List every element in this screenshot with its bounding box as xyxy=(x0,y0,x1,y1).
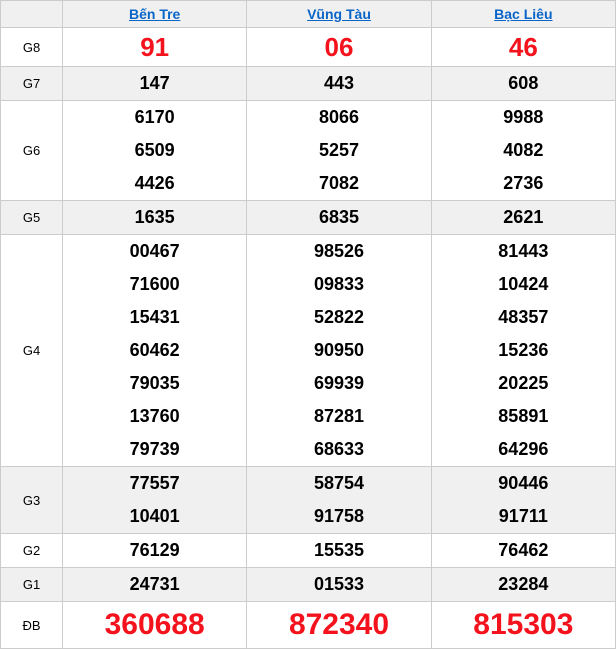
prize-number: 01533 xyxy=(313,574,365,594)
prize-values-cell xyxy=(247,467,431,534)
prize-number: 77557 xyxy=(129,473,180,493)
prize-values-cell xyxy=(247,235,431,467)
prize-number: 23284 xyxy=(498,574,549,594)
prize-row-g2 xyxy=(1,534,616,568)
prize-number: 91711 xyxy=(498,506,548,526)
prize-values-cell xyxy=(247,28,431,67)
prize-values-cell xyxy=(431,568,615,602)
prize-row-g7 xyxy=(1,67,616,101)
prize-number: 09833 xyxy=(313,274,365,294)
header-cell xyxy=(431,1,615,28)
prize-number: 15535 xyxy=(313,540,365,560)
prize-number: 10401 xyxy=(129,506,180,526)
prize-number: 4082 xyxy=(503,140,544,160)
prize-number: 69939 xyxy=(313,373,365,393)
prize-number: 6509 xyxy=(134,140,175,160)
prize-number: 68633 xyxy=(313,439,365,459)
prize-number: 10424 xyxy=(498,274,549,294)
prize-values-cell xyxy=(63,101,247,201)
prize-values-cell xyxy=(431,28,615,67)
prize-number: 8066 xyxy=(318,107,360,127)
prize-number: 87281 xyxy=(313,406,365,426)
prize-number: 79739 xyxy=(129,439,180,459)
prize-number: 872340 xyxy=(288,608,390,641)
prize-tier-label: G3 xyxy=(1,467,63,534)
prize-number: 52822 xyxy=(313,307,365,327)
prize-number: 443 xyxy=(323,73,355,93)
header-cell xyxy=(247,1,431,28)
prize-number: 4426 xyxy=(134,173,175,193)
prize-number: 6835 xyxy=(318,207,360,227)
prize-number: 06 xyxy=(324,32,354,62)
prize-number: 2621 xyxy=(503,207,544,227)
header-cell xyxy=(63,1,247,28)
prize-values-cell xyxy=(247,602,431,649)
prize-number: 76462 xyxy=(498,540,549,560)
prize-number: 360688 xyxy=(104,608,205,641)
prize-values-cell xyxy=(431,467,615,534)
prize-number: 90446 xyxy=(498,473,549,493)
prize-number: 46 xyxy=(508,32,538,62)
prize-number: 00467 xyxy=(129,241,180,261)
prize-tier-label: G6 xyxy=(1,101,63,201)
prize-number: 48357 xyxy=(498,307,549,327)
prize-row-g1 xyxy=(1,568,616,602)
prize-values-cell xyxy=(63,467,247,534)
prize-tier-label: G2 xyxy=(1,534,63,568)
prize-values-cell xyxy=(63,534,247,568)
prize-values-cell xyxy=(431,101,615,201)
prize-row-g6 xyxy=(1,101,616,201)
prize-number: 91 xyxy=(140,32,170,62)
prize-values-cell xyxy=(63,28,247,67)
prize-tier-label: G5 xyxy=(1,201,63,235)
prize-values-cell xyxy=(247,101,431,201)
prize-number: 6170 xyxy=(134,107,175,127)
prize-tier-label: G8 xyxy=(1,28,63,67)
prize-number: 15431 xyxy=(129,307,180,327)
prize-values-cell xyxy=(431,235,615,467)
prize-number: 20225 xyxy=(498,373,549,393)
prize-number: 79035 xyxy=(129,373,180,393)
prize-number: 91758 xyxy=(313,506,365,526)
prize-number: 13760 xyxy=(129,406,180,426)
prize-number: 81443 xyxy=(498,241,549,261)
prize-values-cell xyxy=(247,67,431,101)
prize-number: 60462 xyxy=(129,340,180,360)
prize-number: 24731 xyxy=(129,574,180,594)
prize-tier-label: G4 xyxy=(1,235,63,467)
prize-number: 85891 xyxy=(498,406,549,426)
prize-number: 64296 xyxy=(498,439,549,459)
prize-number: 15236 xyxy=(498,340,549,360)
header-row xyxy=(1,1,616,28)
prize-number: 608 xyxy=(508,73,539,93)
prize-row-g4 xyxy=(1,235,616,467)
prize-values-cell xyxy=(63,602,247,649)
prize-number: 147 xyxy=(139,73,170,93)
prize-number: 815303 xyxy=(473,608,574,641)
province-link[interactable]: Bạc Liêu xyxy=(494,6,553,22)
prize-values-cell xyxy=(431,201,615,235)
prize-number: 2736 xyxy=(503,173,544,193)
prize-number: 71600 xyxy=(129,274,180,294)
prize-values-cell xyxy=(63,67,247,101)
prize-values-cell xyxy=(431,67,615,101)
prize-number: 1635 xyxy=(134,207,175,227)
prize-number: 90950 xyxy=(313,340,365,360)
prize-tier-label: ĐB xyxy=(1,602,63,649)
province-link[interactable]: Bến Tre xyxy=(128,6,181,22)
prize-values-cell xyxy=(63,235,247,467)
prize-tier-label: G1 xyxy=(1,568,63,602)
prize-values-cell xyxy=(63,568,247,602)
prize-values-cell xyxy=(247,568,431,602)
prize-number: 7082 xyxy=(318,173,360,193)
prize-number: 98526 xyxy=(313,241,365,261)
province-link[interactable]: Vũng Tàu xyxy=(307,6,371,22)
prize-values-cell xyxy=(247,201,431,235)
prize-row-đb xyxy=(1,602,616,649)
results-table-body xyxy=(1,28,616,649)
prize-row-g8 xyxy=(1,28,616,67)
prize-values-cell xyxy=(431,602,615,649)
prize-number: 9988 xyxy=(503,107,544,127)
prize-values-cell xyxy=(63,201,247,235)
prize-number: 76129 xyxy=(129,540,180,560)
prize-values-cell xyxy=(247,534,431,568)
prize-values-cell xyxy=(431,534,615,568)
header-corner-cell xyxy=(1,1,63,28)
prize-row-g5 xyxy=(1,201,616,235)
prize-tier-label: G7 xyxy=(1,67,63,101)
prize-number: 58754 xyxy=(313,473,365,493)
prize-row-g3 xyxy=(1,467,616,534)
prize-number: 5257 xyxy=(318,140,360,160)
